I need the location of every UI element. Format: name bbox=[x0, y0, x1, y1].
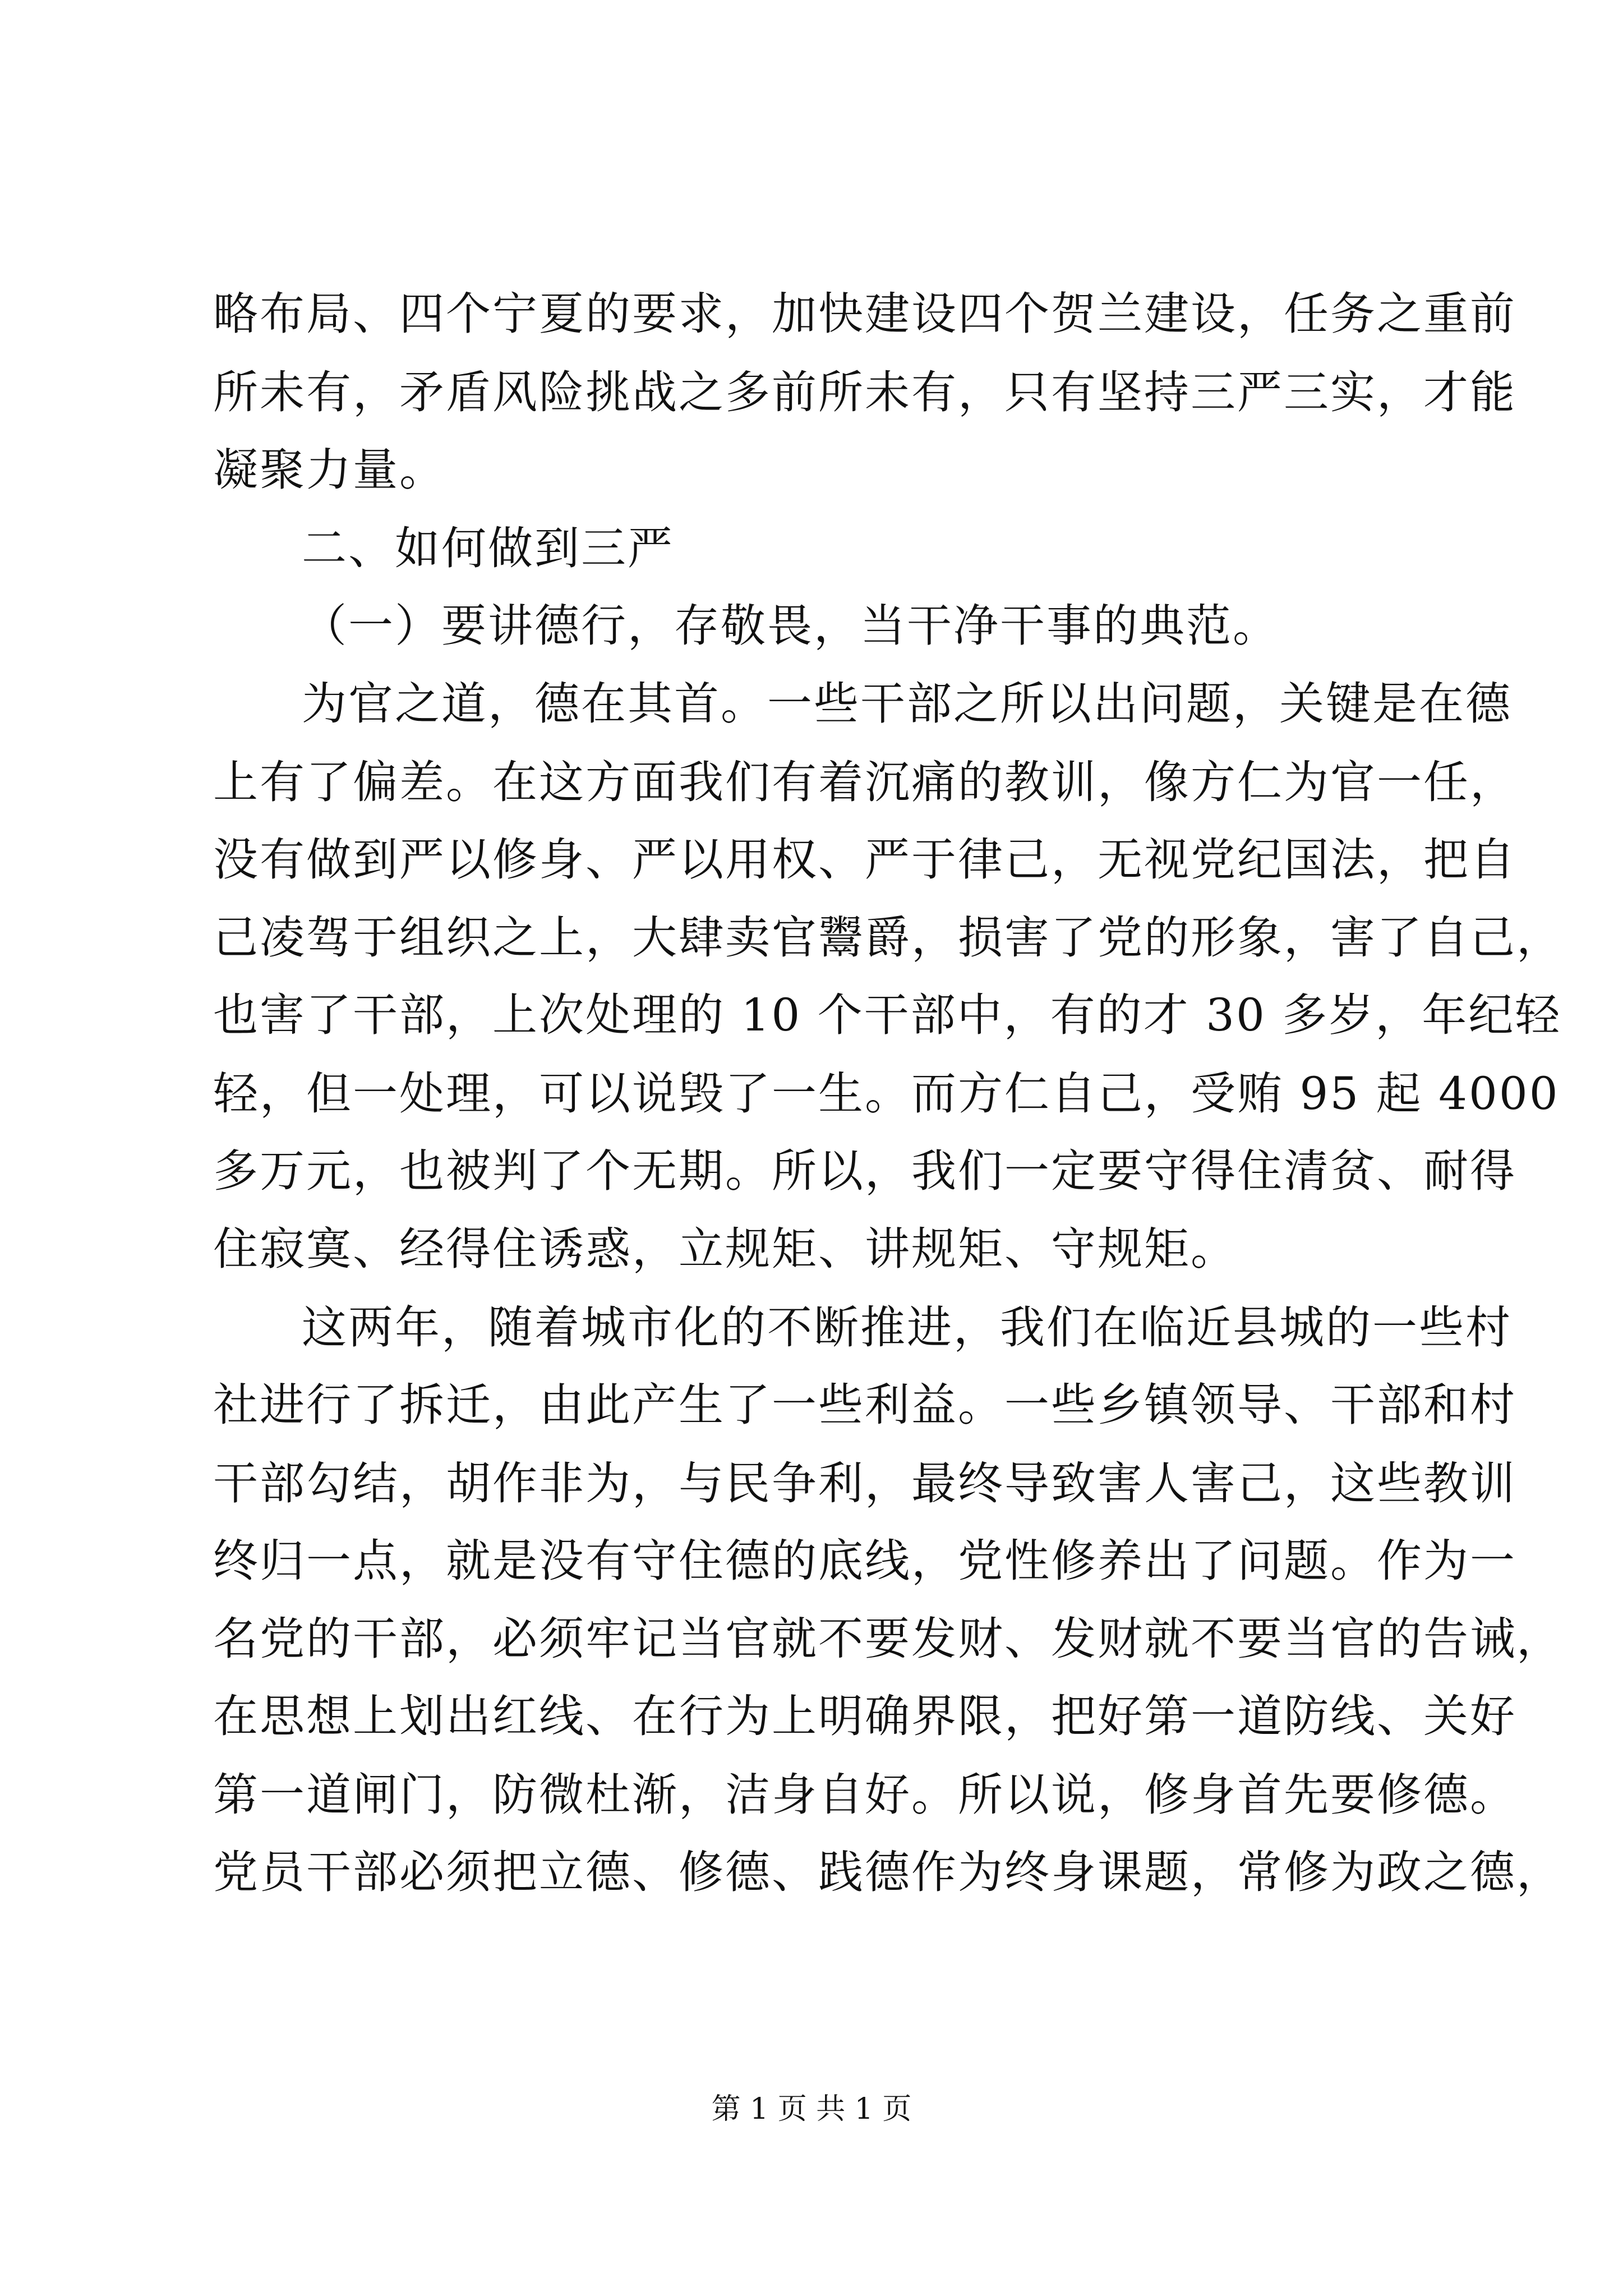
paragraph-start: 为官之道，德在其首。一些干部之所以出问题，关键是在德 bbox=[302, 678, 1512, 730]
paragraph-start: 这两年，随着城市化的不断推进，我们在临近县城的一些村 bbox=[302, 1301, 1512, 1354]
text-line: 所未有，矛盾风险挑战之多前所未有，只有坚持三严三实，才能 bbox=[213, 366, 1516, 418]
text-line: 没有做到严以修身、严以用权、严于律己，无视党纪国法，把自 bbox=[213, 834, 1516, 886]
text-line: 终归一点，就是没有守住德的底线，党性修养出了问题。作为一 bbox=[213, 1535, 1516, 1587]
text-line: 略布局、四个宁夏的要求，加快建设四个贺兰建设，任务之重前 bbox=[213, 288, 1516, 340]
text-line: 名党的干部，必须牢记当官就不要发财、发财就不要当官的告诫， bbox=[213, 1613, 1563, 1665]
page-footer: 第 1 页 共 1 页 bbox=[711, 2092, 912, 2126]
text-line: 第一道闸门，防微杜渐，洁身自好。所以说，修身首先要修德。 bbox=[213, 1769, 1516, 1821]
text-line: 在思想上划出红线、在行为上明确界限，把好第一道防线、关好 bbox=[213, 1690, 1516, 1742]
text-line: 轻，但一处理，可以说毁了一生。而方仁自己，受贿 95 起 4000 bbox=[213, 1068, 1560, 1120]
text-line: 多万元，也被判了个无期。所以，我们一定要守得住清贫、耐得 bbox=[213, 1145, 1516, 1197]
text-line: 住寂寞、经得住诱惑，立规矩、讲规矩、守规矩。 bbox=[213, 1223, 1237, 1275]
section-heading: 二、如何做到三严 bbox=[302, 522, 674, 574]
text-line: 社进行了拆迁，由此产生了一些利益。一些乡镇领导、干部和村 bbox=[213, 1379, 1516, 1431]
text-line: 党员干部必须把立德、修德、践德作为终身课题，常修为政之德， bbox=[213, 1846, 1563, 1898]
subsection-heading: （一）要讲德行，存敬畏，当干净干事的典范。 bbox=[302, 600, 1279, 652]
text-line: 干部勾结，胡作非为，与民争利，最终导致害人害己，这些教训 bbox=[213, 1457, 1516, 1510]
text-line: 己凌驾于组织之上，大肆卖官鬻爵，损害了党的形象，害了自己， bbox=[213, 912, 1563, 964]
text-line: 凝聚力量。 bbox=[213, 444, 446, 496]
text-line: 也害了干部，上次处理的 10 个干部中，有的才 30 多岁，年纪轻 bbox=[213, 989, 1562, 1041]
text-line: 上有了偏差。在这方面我们有着沉痛的教训，像方仁为官一任， bbox=[213, 756, 1516, 808]
